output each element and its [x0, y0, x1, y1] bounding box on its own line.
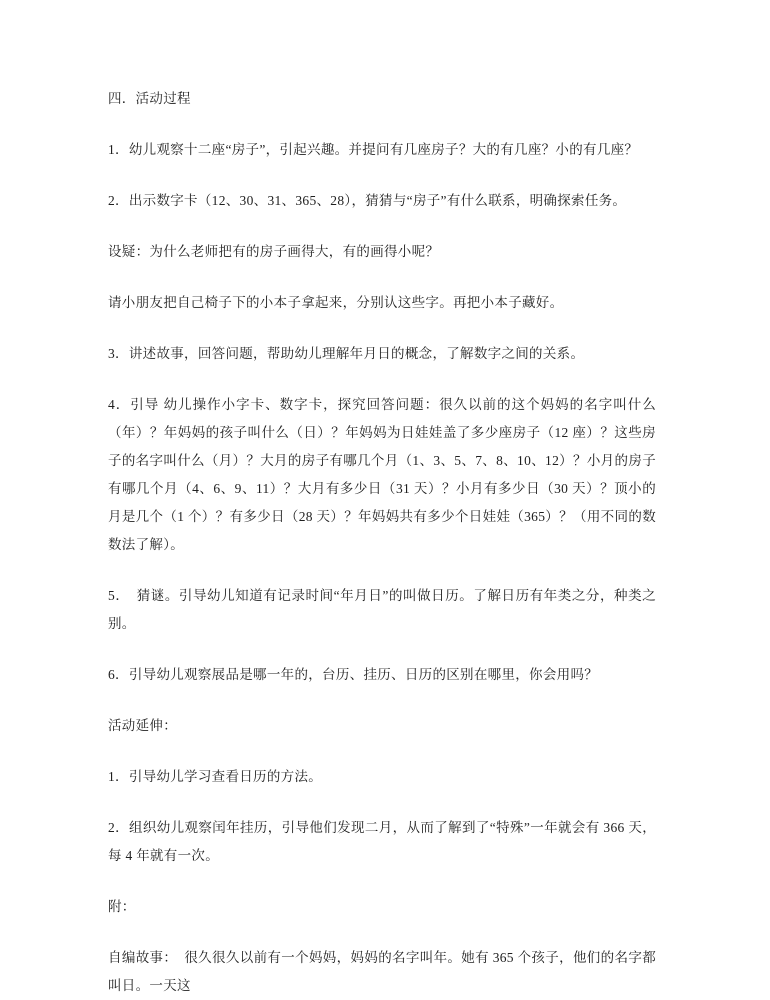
- paragraph-step-2: 2．出示数字卡（12、30、31、365、28），猜猜与“房子”有什么联系，明确探索任务。: [108, 193, 627, 208]
- paragraph-instruction: 请小朋友把自己椅子下的小本子拿起来，分别认这些字。再把小本子藏好。: [108, 295, 564, 310]
- section-heading: 四．活动过程: [108, 91, 191, 106]
- paragraph-step-4: 4．引导 幼儿操作小字卡、数字卡，探究回答问题：很久以前的这个妈妈的名字叫什么（年）？年妈妈的孩子叫什么（日）？年妈妈为日娃娃盖了多少座房子（12 座）？这些房子的名字叫什么（月）？大月的房子有哪几个月（1、3、5、7、8、10、12）？小月的房子有哪几个月（4、6、9、11）？大月有多少日（31 天）？小月有多少日（30 天）？顶小的月是几个（1 个）？有多少日（28 天）？年妈妈共有多少个日娃娃（365）？（用不同的数数法了解）。: [108, 397, 656, 552]
- paragraph-question-prompt: 设疑：为什么老师把有的房子画得大，有的画得小呢？: [108, 244, 440, 259]
- paragraph-extension-2: 2．组织幼儿观察闰年挂历，引导他们发现二月，从而了解到了“特殊”一年就会有 366 天，每 4 年就有一次。: [108, 820, 656, 863]
- paragraph-step-1: 1．幼儿观察十二座“房子”，引起兴趣。并提问有几座房子？大的有几座？小的有几座？: [108, 142, 639, 157]
- paragraph-step-6: 6．引导幼儿观察展品是哪一年的，台历、挂历、日历的区别在哪里，你会用吗？: [108, 667, 599, 682]
- paragraph-extension-heading: 活动延伸：: [108, 718, 177, 733]
- paragraph-step-5: 5． 猜谜。引导幼儿知道有记录时间“年月日”的叫做日历。了解日历有年类之分，种类之别。: [108, 588, 656, 631]
- paragraph-appendix-heading: 附：: [108, 899, 136, 914]
- document-content: [108, 85, 656, 1000]
- paragraph-story-intro: 自编故事： 很久很久以前有一个妈妈，妈妈的名字叫年。她有 365 个孩子，他们的名字都叫日。一天这: [108, 950, 656, 993]
- paragraph-step-3: 3．讲述故事，回答问题，帮助幼儿理解年月日的概念，了解数字之间的关系。: [108, 346, 585, 361]
- paragraph-extension-1: 1．引导幼儿学习查看日历的方法。: [108, 769, 323, 784]
